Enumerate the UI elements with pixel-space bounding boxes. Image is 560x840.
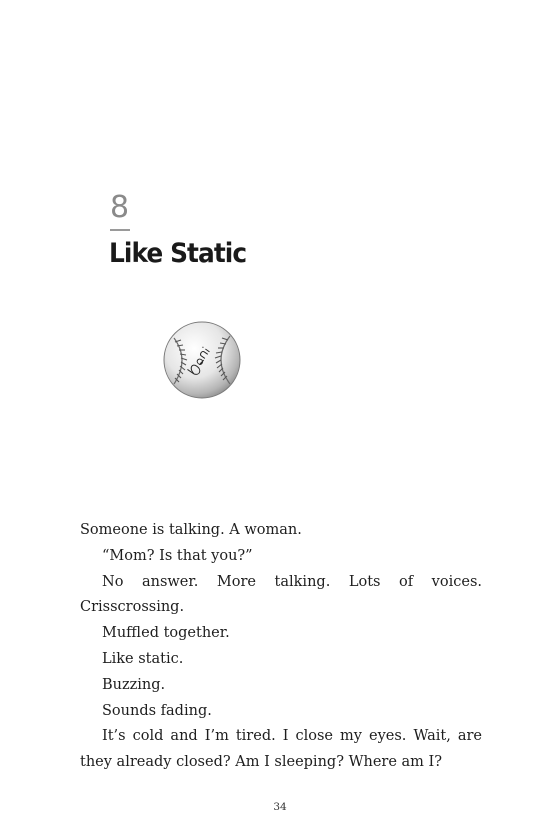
chapter-title: Like Static bbox=[109, 238, 247, 269]
paragraph: “Mom? Is that you?” bbox=[102, 547, 253, 564]
chapter-body bbox=[80, 518, 482, 776]
paragraph: Buzzing. bbox=[102, 676, 166, 693]
chapter-number: 8 bbox=[110, 190, 130, 225]
paragraph: Sounds fading. bbox=[102, 702, 212, 719]
chapter-number-underline bbox=[110, 229, 130, 231]
paragraph: Like static. bbox=[102, 650, 184, 667]
baseball-icon bbox=[160, 318, 244, 402]
page-number: 34 bbox=[273, 801, 287, 813]
paragraph: No answer. More talking. Lots of voices. Crisscrossing. bbox=[80, 573, 482, 616]
paragraph: It’s cold and I’m tired. I close my eyes. Wait, are they already closed? Am I sleeping? Where am I? bbox=[80, 728, 482, 771]
paragraph: Muffled together. bbox=[102, 625, 230, 642]
paragraph: Someone is talking. A woman. bbox=[80, 522, 302, 538]
